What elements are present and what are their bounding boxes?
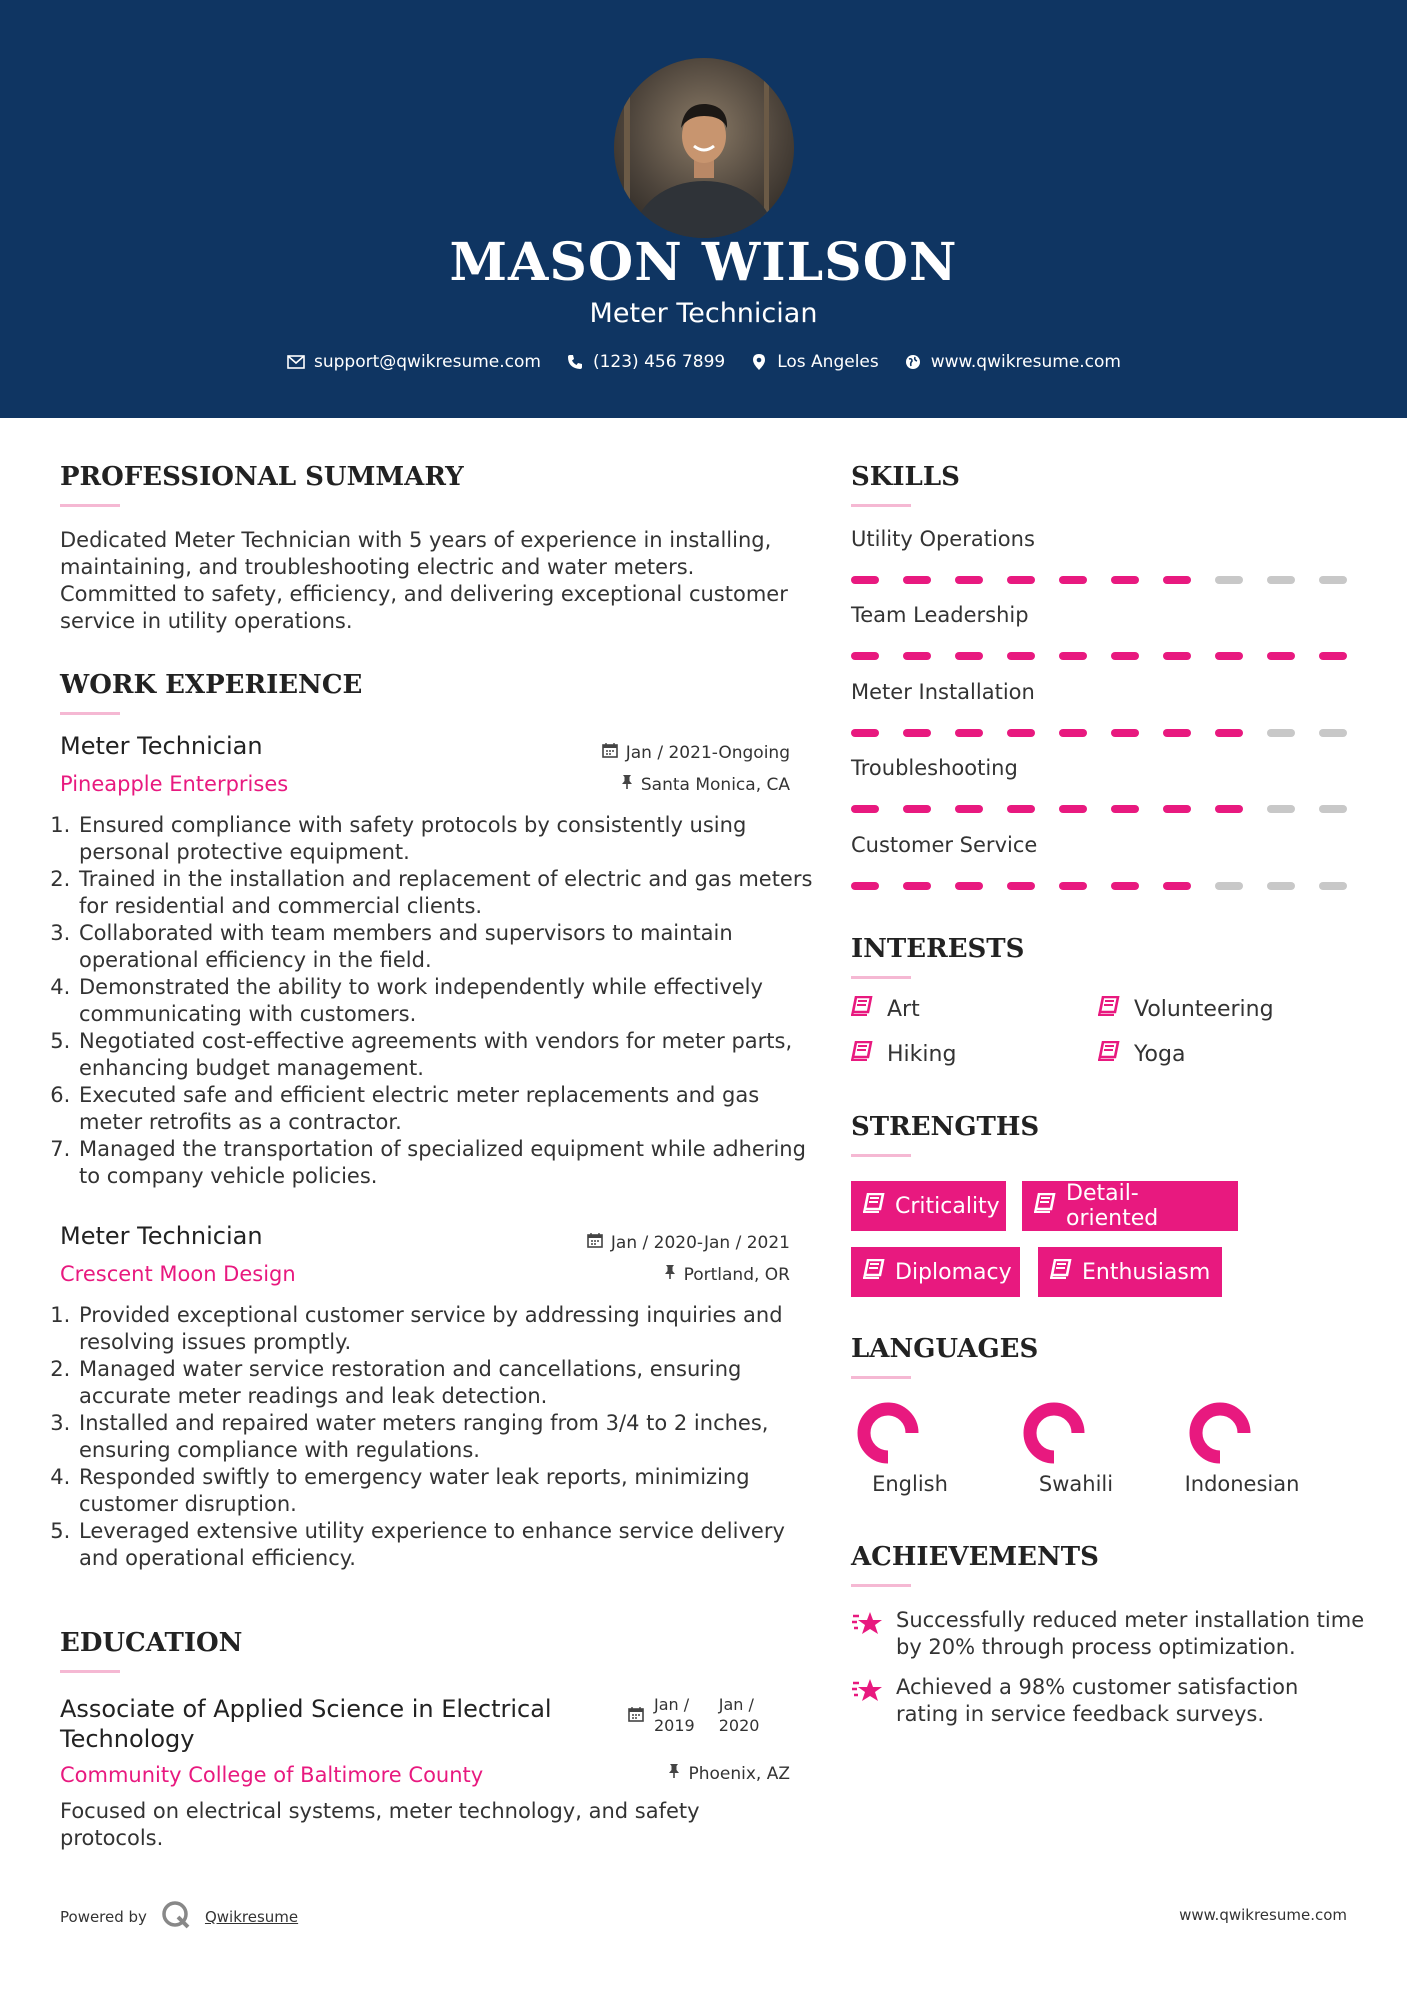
interest-item: [1098, 996, 1274, 1022]
strength-label: Criticality: [895, 1193, 1000, 1219]
languages-divider: [851, 1376, 911, 1379]
contact-website[interactable]: www.qwikresume.com: [930, 352, 1121, 372]
book-icon: [863, 1193, 885, 1219]
skill-dash-empty: [1267, 805, 1295, 813]
profile-photo: [614, 58, 794, 238]
education-end-month: Jan /: [718, 1695, 754, 1714]
languages-heading: LANGUAGES: [851, 1334, 1039, 1364]
education-end-year: 2020: [718, 1716, 760, 1735]
pin-icon: [664, 1264, 676, 1285]
star-icon: [851, 1610, 883, 1642]
interests-heading: INTERESTS: [851, 934, 1025, 964]
skill-dash-filled: [1111, 652, 1139, 660]
footer-powered-by: [60, 1900, 298, 1934]
experience-heading: WORK EXPERIENCE: [60, 670, 363, 700]
book-icon: [1098, 996, 1120, 1022]
job-title: Meter Technician: [60, 732, 263, 760]
skill-dash-filled: [1007, 882, 1035, 890]
language-label: Indonesian: [1184, 1472, 1300, 1496]
candidate-role: Meter Technician: [589, 298, 818, 329]
contact-location: Los Angeles: [777, 352, 879, 372]
skill-dash-filled: [1007, 729, 1035, 737]
globe-icon: [903, 352, 923, 372]
job-dates: [540, 1232, 790, 1253]
skill-dash-filled: [1111, 882, 1139, 890]
strength-tag: [1038, 1247, 1222, 1297]
skill-dash-filled: [851, 805, 879, 813]
skill-dash-filled: [903, 729, 931, 737]
skill-label: Meter Installation: [851, 680, 1035, 704]
skill-label: Troubleshooting: [851, 756, 1018, 780]
skill-dash-filled: [1059, 652, 1087, 660]
calendar-icon: [602, 742, 618, 763]
job-location: [560, 1264, 790, 1285]
skills-divider: [851, 504, 911, 507]
skills-heading: SKILLS: [851, 462, 960, 492]
skill-dash-empty: [1319, 882, 1347, 890]
interest-label: Yoga: [1134, 1041, 1186, 1067]
education-dates: [628, 1694, 759, 1736]
job-dates: [560, 742, 790, 763]
skill-dash-filled: [955, 576, 983, 584]
skill-dash-filled: [1163, 576, 1191, 584]
school-name: Community College of Baltimore County: [60, 1763, 484, 1787]
skill-dash-empty: [1215, 576, 1243, 584]
achievement-text: Achieved a 98% customer satisfaction rating in service feedback surveys.: [896, 1675, 1299, 1726]
skill-dash-empty: [1215, 882, 1243, 890]
skill-dash-filled: [851, 652, 879, 660]
skill-dash-empty: [1319, 729, 1347, 737]
education-divider: [60, 1670, 120, 1673]
resume-header: [0, 0, 1407, 418]
skill-dash-filled: [1059, 729, 1087, 737]
language-label: Swahili: [1038, 1472, 1114, 1496]
star-icon: [851, 1677, 883, 1709]
summary-text: Dedicated Meter Technician with 5 years of experience in installing, maintaining, and troubleshooting electric and water meters. Committed to safety, efficiency, and delivering exceptional customer service in utility operations.: [60, 528, 788, 633]
pin-icon: [621, 774, 633, 795]
skill-dash-empty: [1319, 805, 1347, 813]
education-start-month: Jan /: [654, 1695, 690, 1714]
skill-dash-filled: [1163, 652, 1191, 660]
education-start: [654, 1694, 695, 1736]
skill-dash-filled: [1215, 652, 1243, 660]
interest-label: Art: [887, 996, 920, 1022]
map-pin-icon: [749, 352, 769, 372]
skill-dash-filled: [851, 729, 879, 737]
interest-item: [1098, 1041, 1185, 1067]
skill-dash-filled: [1163, 882, 1191, 890]
strengths-divider: [851, 1154, 911, 1157]
skill-dash-filled: [903, 882, 931, 890]
achievements-heading: ACHIEVEMENTS: [851, 1542, 1099, 1572]
education-location: [560, 1763, 790, 1784]
skill-dash-filled: [851, 882, 879, 890]
skill-dash-empty: [1267, 882, 1295, 890]
skill-label: Customer Service: [851, 833, 1038, 857]
job-location: [560, 774, 790, 795]
skill-label: Team Leadership: [851, 603, 1029, 627]
job-location-text: Santa Monica, CA: [640, 774, 790, 795]
calendar-icon: [587, 1232, 603, 1253]
footer-site[interactable]: www.qwikresume.com: [1179, 1906, 1347, 1924]
list-item: 1. Provided exceptional customer service by addressing inquiries and resolving issues promptly.: [77, 1302, 817, 1356]
skill-dash-empty: [1319, 576, 1347, 584]
job-bullets: [55, 1302, 817, 1572]
skill-dash-filled: [1163, 729, 1191, 737]
language-label: English: [872, 1472, 948, 1496]
job-dates-text: Jan / 2021-Ongoing: [625, 742, 790, 763]
list-item: 4. Demonstrated the ability to work independently while effectively communicating with customers.: [77, 974, 817, 1028]
strength-label: Diplomacy: [895, 1259, 1012, 1285]
book-icon: [1050, 1259, 1072, 1285]
skill-dash-filled: [1111, 805, 1139, 813]
book-icon: [1034, 1193, 1056, 1219]
book-icon: [1098, 1041, 1120, 1067]
skill-dash-filled: [1111, 729, 1139, 737]
company-name: Pineapple Enterprises: [60, 772, 289, 796]
education-location-text: Phoenix, AZ: [688, 1763, 790, 1784]
job-bullets: [55, 812, 817, 1190]
skill-dash-empty: [1267, 576, 1295, 584]
contact-phone[interactable]: (123) 456 7899: [592, 352, 726, 372]
interest-item: [851, 1041, 956, 1067]
book-icon: [851, 1041, 873, 1067]
skill-dash-filled: [1163, 805, 1191, 813]
skill-dash-filled: [1215, 729, 1243, 737]
skill-dash-filled: [903, 805, 931, 813]
achievement-text: Successfully reduced meter installation time by 20% through process optimization.: [896, 1608, 1365, 1659]
skill-dash-filled: [903, 652, 931, 660]
degree-title: Associate of Applied Science in Electrical Technology: [60, 1695, 552, 1753]
envelope-icon: [286, 352, 306, 372]
profile-photo-image: [614, 58, 794, 238]
skill-dash-filled: [1111, 576, 1139, 584]
skill-dash-filled: [1059, 805, 1087, 813]
contact-email[interactable]: support@qwikresume.com: [314, 352, 541, 372]
strength-label: Detail-oriented: [1066, 1181, 1159, 1231]
list-item: 1. Ensured compliance with safety protocols by consistently using personal protective equipment.: [77, 812, 817, 866]
skill-dash-filled: [955, 882, 983, 890]
pin-icon: [668, 1763, 680, 1784]
skill-dash-filled: [1007, 576, 1035, 584]
language-level-arc: [1030, 1409, 1078, 1457]
list-item: 2. Managed water service restoration and cancellations, ensuring accurate meter readings and leak detection.: [77, 1356, 817, 1410]
interests-divider: [851, 976, 911, 979]
skill-dash-empty: [1267, 729, 1295, 737]
education-start-year: 2019: [654, 1716, 695, 1735]
skill-label: Utility Operations: [851, 527, 1035, 551]
summary-divider: [60, 504, 120, 507]
skill-dash-filled: [955, 729, 983, 737]
list-item: 6. Executed safe and efficient electric meter replacements and gas meter retrofits as a contractor.: [77, 1082, 817, 1136]
language-level-arc: [1196, 1409, 1244, 1457]
strength-tag: [851, 1247, 1020, 1297]
skill-dash-filled: [1007, 805, 1035, 813]
skill-dash-filled: [1059, 882, 1087, 890]
interest-label: Hiking: [887, 1041, 957, 1067]
qwikresume-link[interactable]: Qwikresume: [204, 1908, 299, 1926]
strength-label: Enthusiasm: [1082, 1259, 1211, 1285]
skill-dash-filled: [955, 805, 983, 813]
phone-icon: [565, 352, 585, 372]
education-description: Focused on electrical systems, meter technology, and safety protocols.: [60, 1799, 700, 1850]
experience-divider: [60, 712, 120, 715]
contact-bar: [0, 352, 1407, 372]
qwikresume-logo-icon: [161, 1900, 191, 1934]
list-item: 3. Installed and repaired water meters ranging from 3/4 to 2 inches, ensuring compliance with regulations.: [77, 1410, 817, 1464]
language-level-ring: [1187, 1400, 1253, 1466]
interest-label: Volunteering: [1134, 996, 1274, 1022]
skill-dash-filled: [955, 652, 983, 660]
skill-dash-filled: [851, 576, 879, 584]
skill-dash-filled: [1319, 652, 1347, 660]
skill-dash-filled: [1007, 652, 1035, 660]
language-level-ring: [855, 1400, 921, 1466]
language-level-arc: [864, 1409, 912, 1457]
book-icon: [863, 1259, 885, 1285]
list-item: 5. Leveraged extensive utility experience to enhance service delivery and operational efficiency.: [77, 1518, 817, 1572]
job-title: Meter Technician: [60, 1222, 263, 1250]
strengths-heading: STRENGTHS: [851, 1112, 1040, 1142]
language-level-ring: [1021, 1400, 1087, 1466]
job-dates-text: Jan / 2020-Jan / 2021: [610, 1232, 790, 1253]
education-heading: EDUCATION: [60, 1628, 243, 1658]
education-end: [719, 1694, 760, 1736]
list-item: 3. Collaborated with team members and supervisors to maintain operational efficiency in the field.: [77, 920, 817, 974]
list-item: 7. Managed the transportation of specialized equipment while adhering to company vehicle policies.: [77, 1136, 817, 1190]
skill-dash-filled: [1267, 652, 1295, 660]
strength-tag: [1022, 1181, 1238, 1231]
job-location-text: Portland, OR: [683, 1264, 790, 1285]
calendar-icon: [628, 1706, 644, 1726]
interest-item: [851, 996, 920, 1022]
powered-by-label: Powered by: [60, 1908, 147, 1926]
company-name: Crescent Moon Design: [60, 1262, 296, 1286]
strength-tag: [851, 1181, 1006, 1231]
list-item: 4. Responded swiftly to emergency water leak reports, minimizing customer disruption.: [77, 1464, 817, 1518]
list-item: 2. Trained in the installation and replacement of electric and gas meters for residential and commercial clients.: [77, 866, 817, 920]
skill-dash-filled: [903, 576, 931, 584]
achievements-divider: [851, 1584, 911, 1587]
list-item: 5. Negotiated cost-effective agreements with vendors for meter parts, enhancing budget management.: [77, 1028, 817, 1082]
skill-dash-filled: [1215, 805, 1243, 813]
book-icon: [851, 996, 873, 1022]
candidate-name: MASON WILSON: [449, 232, 958, 293]
skill-dash-filled: [1059, 576, 1087, 584]
summary-heading: PROFESSIONAL SUMMARY: [60, 462, 464, 492]
